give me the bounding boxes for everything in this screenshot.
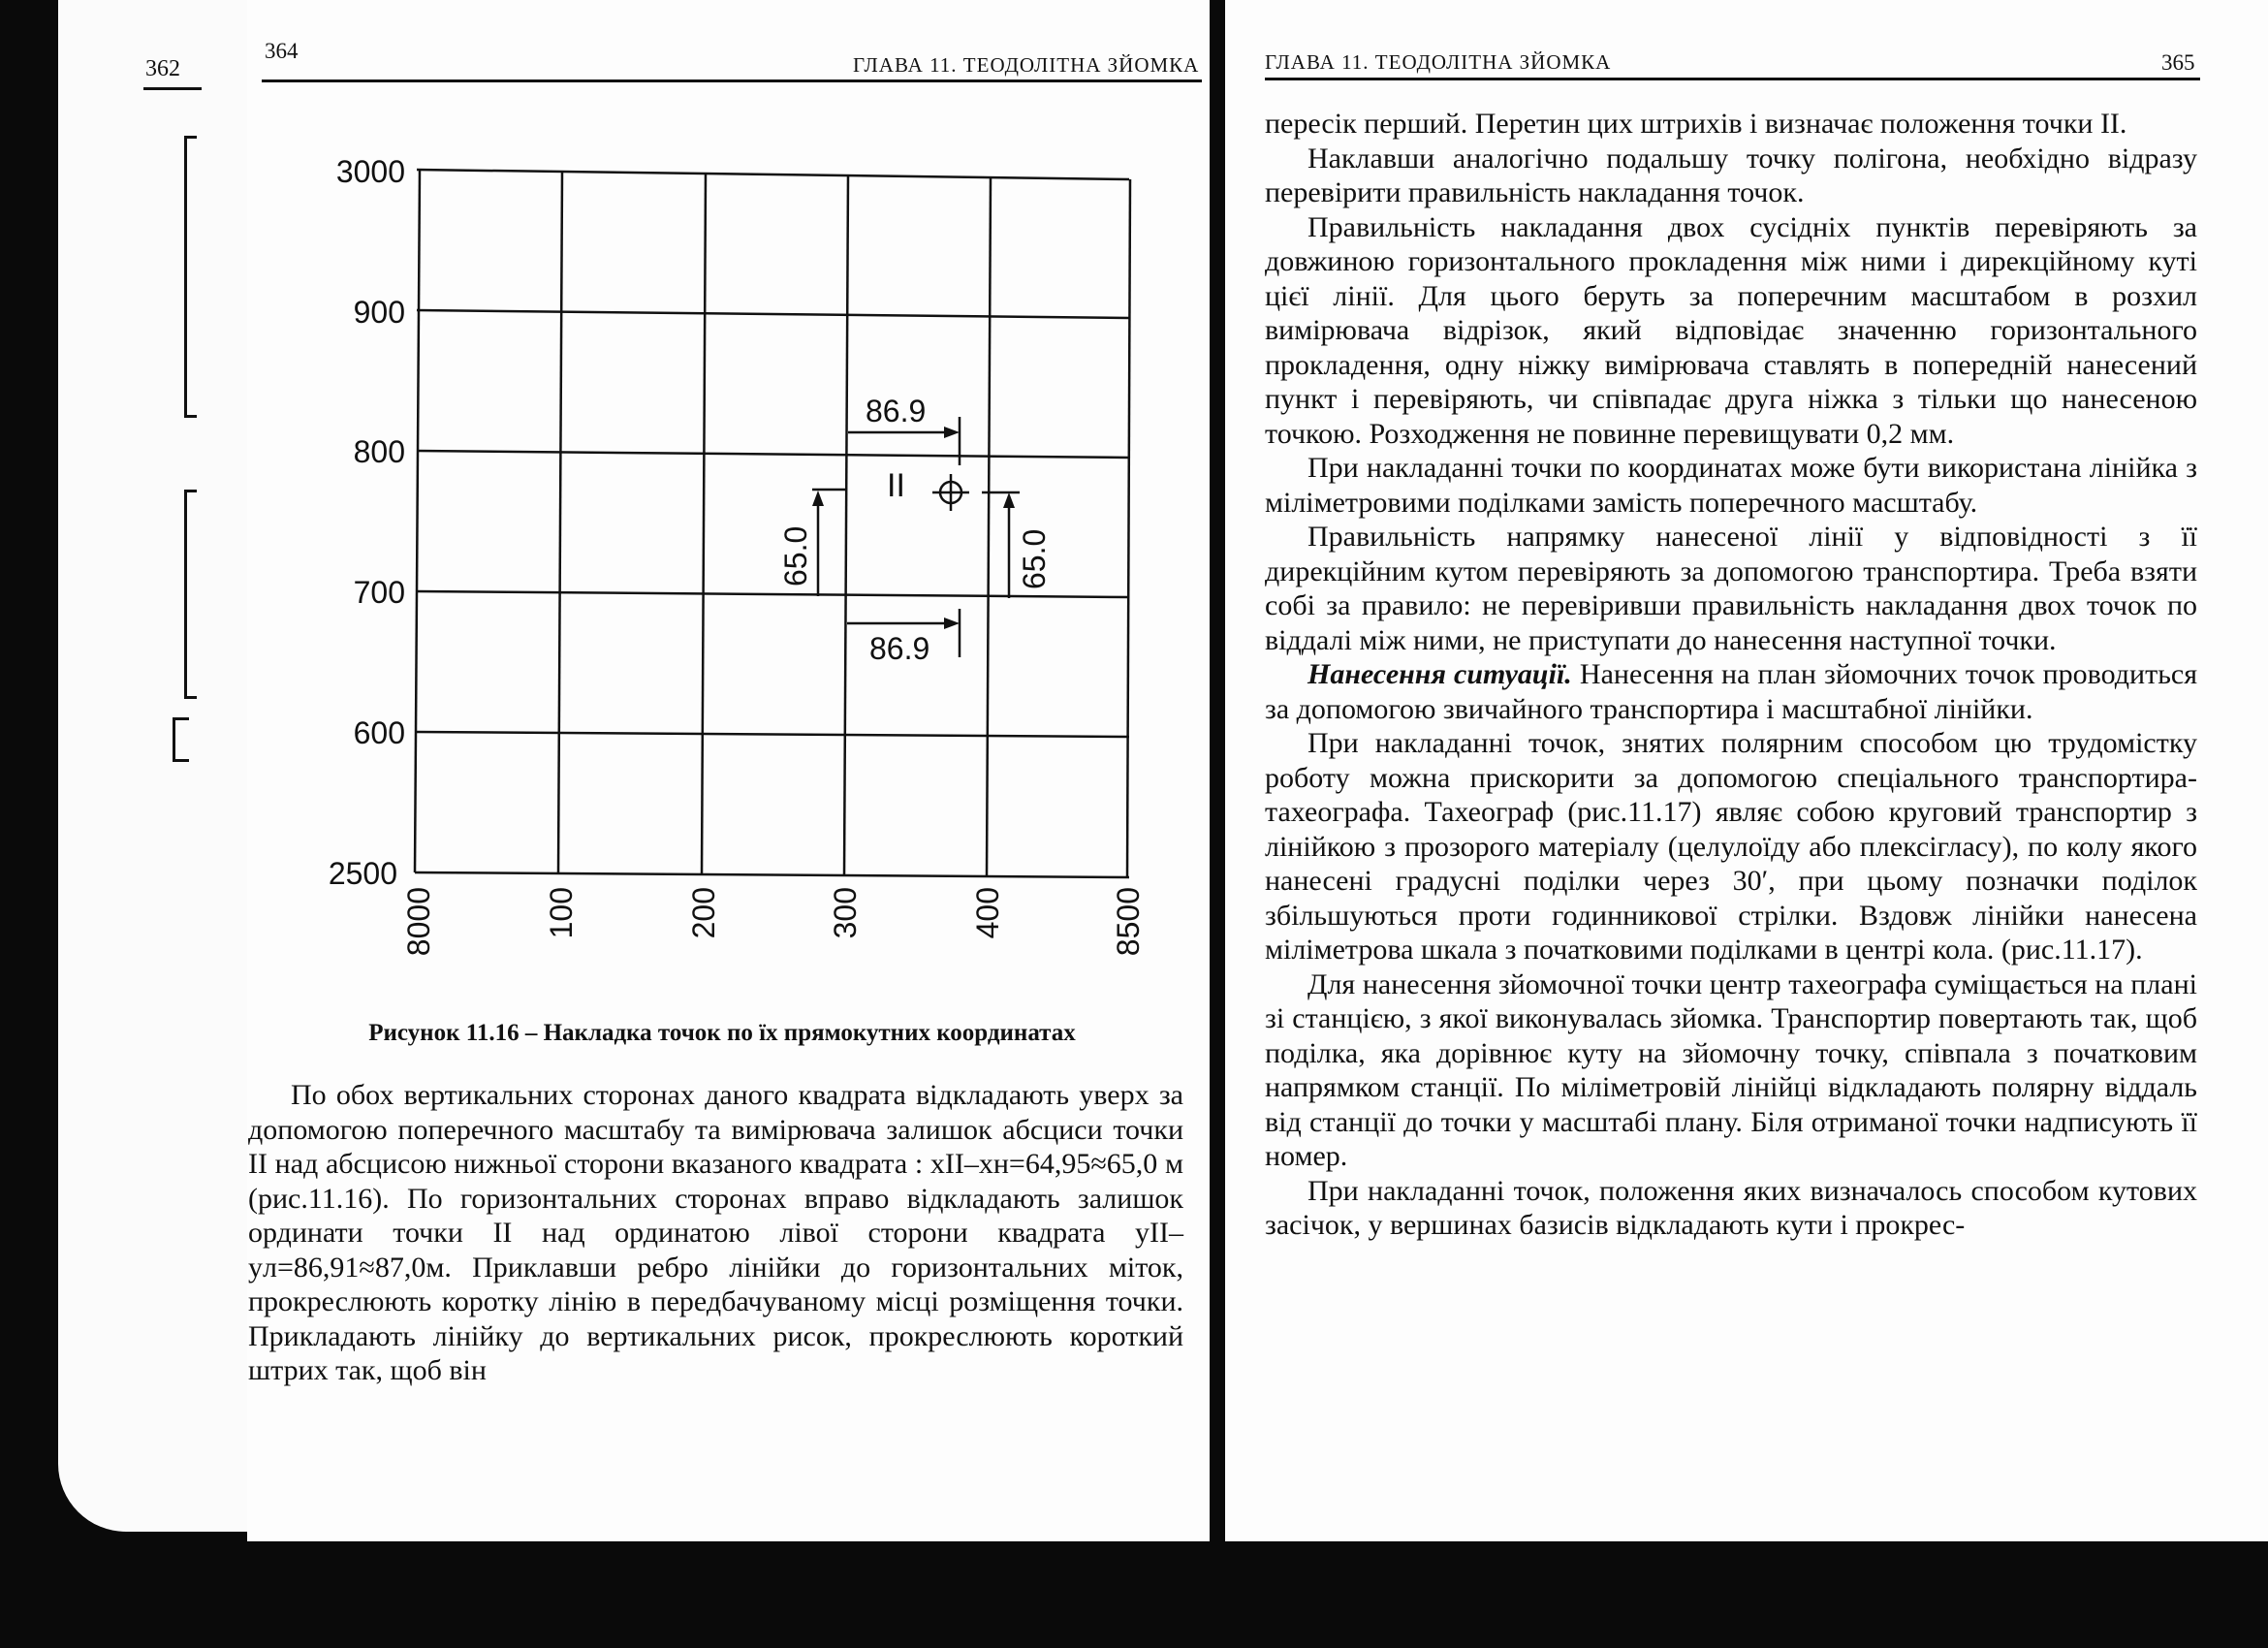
y-tick-label: 2500 [328, 856, 397, 891]
strip-page-number: 362 [145, 56, 180, 81]
x-tick-label: 100 [544, 887, 579, 939]
strip-bracket-3 [173, 717, 189, 762]
grid-hline-2500 [415, 872, 1129, 877]
grid-hline-600 [417, 732, 1129, 737]
grid-vline-100 [558, 172, 562, 874]
paragraph: пересік перший. Перетин цих штрихів і визначає положення точки II. [1265, 108, 2127, 140]
paragraph: При накладанні точок, положення яких визначалось способом кутових засічок, у вершинах базисів відкладають кути і прокрес- [1265, 1174, 2197, 1241]
paragraph [1265, 657, 2197, 726]
grid-vline-8000 [415, 170, 420, 872]
paragraph: При накладанні точок, знятих полярним способом цю трудомістку роботу можна прискорити за допомогою спеціального транспортира-тахеографа. Тахеограф (рис.11.17) являє собою круговий транспортир з лінійкою з прозорого матеріалу (целулоїду або плексігласу), по колу якого нанесені градусні поділки через 30′, при цьому позначки поділок збільшуються проти годинникової стрілки. Вздовж лінійки нанесена міліметрова шкала з початковими поділками в центрі кола. (рис.11.17). [1265, 727, 2197, 966]
paragraph: По обох вертикальних сторонах даного квадрата відкладають уверх за допомогою поперечного масштабу та вимірювача залишок абсциси точки II над абсцисою нижньої сторони вказаного квадрата : xII–xн=64,95≈65,0 м (рис.11.16). По горизонтальних сторонах вправо відкладають залишок ординати точки II над ординатою лівої сторони квадрата yII–yл=86,91≈87,0м. Приклавши ребро лінійки до горизонтальних міток, прокреслюють коротку лінію в передбачуваному місці розміщення точки. Прикладають лінійку до вертикальних рисок, прокреслюють короткий штрих так, щоб він [248, 1079, 1183, 1386]
x-tick-label: 8000 [401, 887, 436, 957]
y-tick-label: 900 [353, 295, 405, 330]
left-page-number: 364 [265, 39, 299, 63]
paragraph: Правильність напрямку нанесеної лінії у відповідності з її дирекційним кутом перевіряють за допомогою транспортира. Треба взяти собі за правило: не перевіривши правильність накладання двох точок по віддалі між ними, не приступати до нанесення наступної точки. [1265, 521, 2197, 656]
grid-vline-300 [844, 175, 848, 876]
strip-bracket-1 [184, 136, 197, 418]
paragraph-text: Нанесення на план зйомочних точок проводиться за допомогою звичайного транспортира і масштабної лінійки. [1265, 658, 2198, 725]
y-tick-label: 800 [353, 434, 405, 469]
left-page-text [248, 1078, 1183, 1388]
strip-bracket-2 [184, 490, 197, 699]
point-label: II [887, 467, 905, 504]
right-running-head: ГЛАВА 11. ТЕОДОЛІТНА ЗЙОМКА [1265, 50, 1612, 74]
arrowhead [812, 491, 824, 506]
paragraph: Для нанесення зйомочної точки центр тахеографа суміщається на плані зі станцією, з якої виконувалась зйомка. Транспортир повертають так, щоб поділка, яка дорівнює куту на зйомочну точку, співпала з початковим напрямком станції. По міліметровій лінійці відкладають полярну віддаль від станції до точки у масштабі плану. Біля отриманої точки надписують її номер. [1265, 967, 2197, 1172]
left-header-rule [262, 79, 1202, 82]
paragraph: Правильність накладання двох сусідніх пунктів перевіряють за довжиною горизонтального прокладення між ними і дирекційному куті цієї лінії. Для цього беруть за поперечним масштабом в розхил вимірювача відрізок, який відповідає значенню горизонтального прокладення, одну ніжку вимірювача ставлять в попередній нанесений пункт і перевіряють, чи співпадає друга ніжка з тільки що нанесеною точкою. Розходження не повинне перевищувати 0,2 мм. [1265, 210, 2197, 450]
grid-hline-900 [417, 310, 1129, 318]
grid-hline-3000 [417, 170, 1129, 179]
dim-right-label: 65.0 [1017, 528, 1052, 589]
dim-left-label: 65.0 [778, 525, 813, 586]
strip-header-rule [143, 87, 202, 90]
grid-vline-200 [702, 174, 706, 875]
grid-lines [415, 170, 1130, 878]
left-running-head: ГЛАВА 11. ТЕОДОЛІТНА ЗЙОМКА [853, 53, 1200, 77]
paragraph: Наклавши аналогічно подальшу точку полігона, необхідно відразу перевірити правильність накладання точок. [1265, 142, 2197, 208]
point-marker-icon [932, 474, 969, 511]
dim-top-label: 86.9 [866, 394, 927, 428]
arrowhead [944, 427, 960, 438]
x-tick-label: 8500 [1111, 887, 1146, 957]
strip-page [58, 0, 252, 1532]
section-heading: Нанесення ситуації. [1307, 658, 1572, 690]
y-tick-label: 600 [353, 715, 405, 750]
x-tick-label: 400 [970, 887, 1005, 939]
grid-hline-800 [417, 451, 1129, 458]
grid-vline-8500 [1127, 179, 1130, 878]
right-header-rule [1265, 78, 2200, 80]
grid-diagram [291, 145, 1163, 1018]
right-page-number: 365 [2161, 50, 2195, 75]
y-tick-label: 3000 [335, 154, 405, 189]
grid-hline-700 [417, 591, 1129, 597]
x-tick-label: 200 [686, 887, 721, 939]
y-tick-label: 700 [353, 575, 405, 610]
paragraph: При накладанні точки по координатах може бути використана лінійка з міліметровими поділками замість поперечного масштабу. [1265, 452, 2197, 519]
figure-caption: Рисунок 11.16 – Накладка точок по їх прямокутних координатах [368, 1020, 1076, 1046]
grid-vline-400 [987, 177, 991, 877]
book-gutter [1210, 0, 1225, 1551]
dim-bottom-label: 86.9 [869, 631, 930, 666]
x-tick-label: 300 [828, 887, 863, 939]
coordinate-plotting-figure [291, 145, 1163, 1018]
arrowhead [944, 618, 960, 629]
right-page-text [1265, 107, 2197, 1243]
arrowhead [1003, 492, 1015, 508]
